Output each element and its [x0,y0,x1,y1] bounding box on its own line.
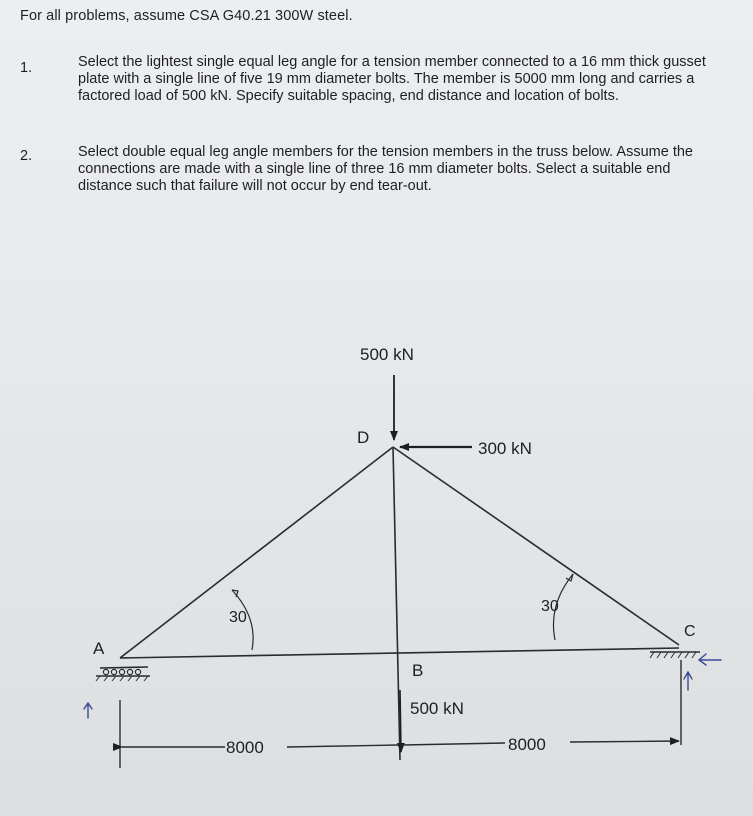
load-d-vertical-label: 500 kN [360,345,414,364]
problem-1-number: 1. [20,60,33,76]
load-b-label: 500 kN [410,699,464,718]
problem-2-text: Select double equal leg angle members for the tension members in the truss below. Assume the connections are made with a single line of three 16 mm diameter bolts. Select a suitable end distance such that failure will not occur by end tear-out. [78,144,693,194]
reaction-c-horizontal-handwritten-arrow [699,654,721,665]
dimension-left-label: 8000 [226,738,264,757]
load-b-arrow [400,690,401,752]
angle-right-label: 30 [541,598,559,615]
dimension-right-label: 8000 [508,735,546,754]
assignment-header: For all problems, assume CSA G40.21 300W steel. [20,8,353,24]
load-d-horizontal-label: 300 kN [478,439,532,458]
pin-support-a [96,667,150,681]
dimension-right-line [402,743,505,745]
node-a-label: A [93,639,105,658]
member-db [393,447,400,760]
problem-2-number: 2. [20,148,33,164]
node-c-label: C [684,623,696,640]
reaction-a-handwritten-arrow [84,703,92,718]
node-b-label: B [412,661,424,680]
reaction-c-vertical-handwritten-arrow [684,672,692,690]
node-d-label: D [357,428,370,447]
angle-left-label: 30 [229,609,247,626]
member-ad [120,447,393,658]
member-dc [393,447,679,645]
roller-support-c [650,652,700,658]
problem-1-text: Select the lightest single equal leg angle for a tension member connected to a 16 mm thick gusset plate with a single line of five 19 mm diameter bolts. The member is 5000 mm long and carries a factored load of 500 kN. Specify suitable spacing, end distance and location of bolts. [78,54,706,104]
member-ac [120,648,679,658]
